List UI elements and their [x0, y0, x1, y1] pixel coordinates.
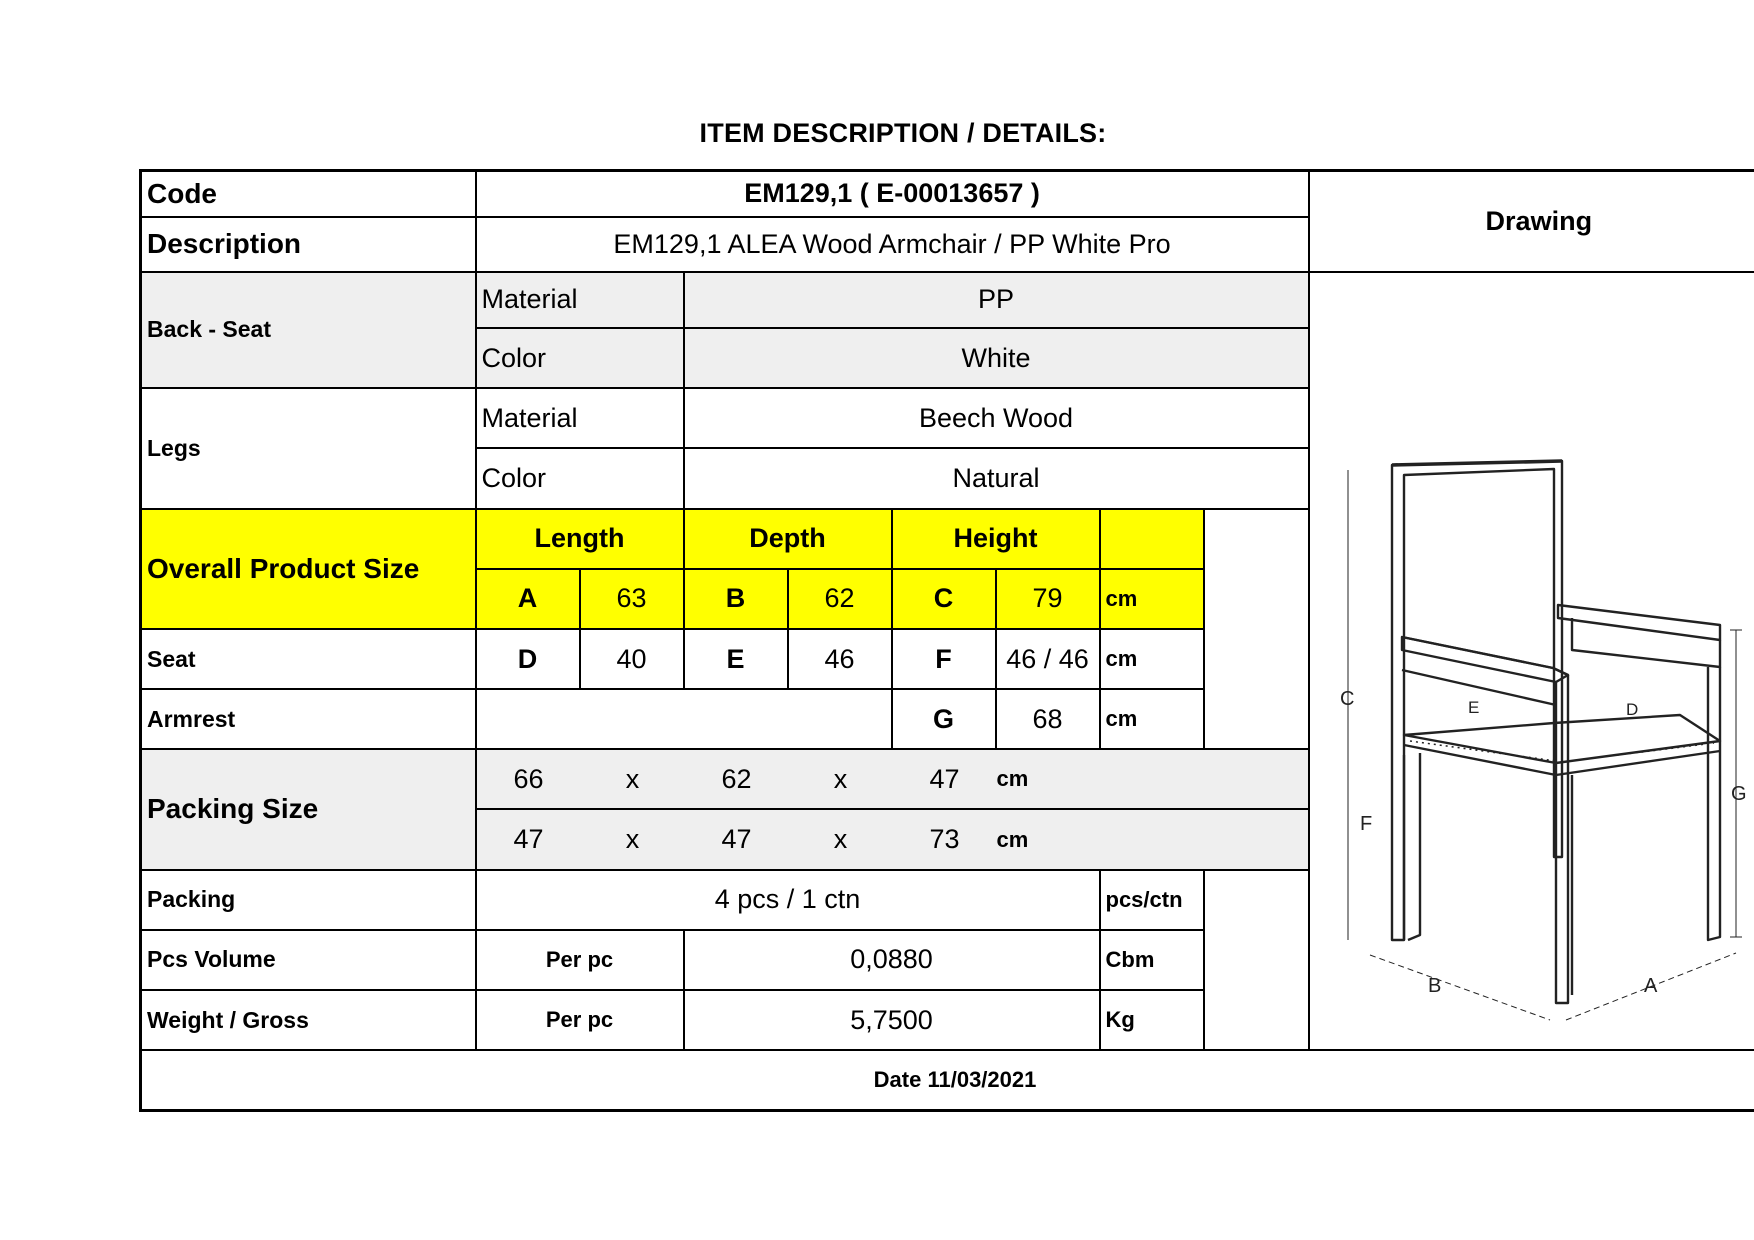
seat-unit: cm [1100, 629, 1204, 689]
page-title: ITEM DESCRIPTION / DETAILS: [699, 118, 1107, 148]
drawing-letter-b: B [1427, 974, 1441, 997]
overall-unit: cm [1100, 569, 1204, 629]
pack2-x2: x [833, 824, 848, 855]
pcs-volume-value: 0,0880 [684, 930, 1100, 990]
description-label: Description [141, 217, 476, 272]
pcs-volume-per: Per pc [476, 930, 684, 990]
dim-a-value: 63 [580, 569, 684, 629]
weight-per: Per pc [476, 990, 684, 1050]
code-row [141, 171, 1754, 217]
depth-header: Depth [684, 509, 892, 569]
pack2-width: 47 [721, 824, 752, 855]
dim-g-label: G [892, 689, 996, 749]
armrest-unit: cm [1100, 689, 1204, 749]
back-seat-color-value: White [684, 328, 1309, 388]
drawing-letter-e: E [1467, 697, 1479, 717]
overall-size-label: Overall Product Size [141, 509, 476, 629]
pcs-volume-unit: Cbm [1100, 930, 1204, 990]
height-header: Height [892, 509, 1100, 569]
legs-material-value: Beech Wood [684, 388, 1309, 448]
date-value: Date 11/03/2021 [141, 1050, 1754, 1110]
dim-f-value: 46 / 46 [996, 629, 1100, 689]
legs-color-value: Natural [684, 448, 1309, 508]
back-right-leg [1708, 667, 1720, 940]
spec-table [139, 169, 1754, 1112]
drawing-letter-a: A [1643, 974, 1657, 997]
dim-c-value: 79 [996, 569, 1100, 629]
dim-c-label: C [892, 569, 996, 629]
pack1-height: 47 [929, 763, 960, 794]
dim-a-label: A [476, 569, 580, 629]
pack2-length: 47 [513, 824, 544, 855]
dim-d-value: 40 [580, 629, 684, 689]
length-header: Length [476, 509, 684, 569]
seat-label: Seat [141, 629, 476, 689]
packing-label: Packing [141, 870, 476, 930]
weight-label: Weight / Gross [141, 990, 476, 1050]
code-value: EM129,1 ( E-00013657 ) [476, 171, 1309, 217]
pack1-width: 62 [721, 763, 752, 794]
pack2-unit: cm [996, 826, 1029, 852]
back-seat-color-label: Color [476, 328, 684, 388]
pcs-volume-label: Pcs Volume [141, 930, 476, 990]
drawing-cell [1309, 272, 1754, 1050]
drawing-letter-d: D [1625, 699, 1638, 719]
dimension-b-line [1370, 955, 1550, 1020]
drawing-letter-g: G [1730, 782, 1747, 805]
drawing-label: Drawing [1309, 171, 1754, 272]
packing-size-dims-2 [476, 809, 1309, 869]
drawing-letter-f: F [1359, 812, 1372, 835]
dim-d-label: D [476, 629, 580, 689]
dim-f-label: F [892, 629, 996, 689]
pack2-x1: x [625, 824, 640, 855]
pack1-unit: cm [996, 766, 1029, 792]
pack1-length: 66 [513, 763, 544, 794]
back-seat-label: Back - Seat [141, 272, 476, 388]
dim-e-value: 46 [788, 629, 892, 689]
packing-unit: pcs/ctn [1100, 870, 1204, 930]
right-armrest [1558, 605, 1720, 640]
armrest-blank [476, 689, 892, 749]
legs-material-label: Material [476, 388, 684, 448]
dim-b-label: B [684, 569, 788, 629]
pack2-height: 73 [929, 824, 960, 855]
dim-g-value: 68 [996, 689, 1100, 749]
pack1-x2: x [833, 763, 848, 794]
dim-b-value: 62 [788, 569, 892, 629]
dim-e-label: E [684, 629, 788, 689]
packing-value: 4 pcs / 1 ctn [476, 870, 1100, 930]
legs-label: Legs [141, 388, 476, 508]
description-value: EM129,1 ALEA Wood Armchair / PP White Pro [476, 217, 1309, 272]
drawing-letter-c: C [1339, 687, 1355, 710]
armrest-label: Armrest [141, 689, 476, 749]
legs-color-label: Color [476, 448, 684, 508]
packing-size-label: Packing Size [141, 749, 476, 869]
back-seat-material-label: Material [476, 272, 684, 328]
overall-header-blank [1100, 509, 1204, 569]
back-seat-material-row [141, 272, 1754, 328]
packing-size-dims-1 [476, 749, 1309, 809]
weight-unit: Kg [1100, 990, 1204, 1050]
code-label: Code [141, 171, 476, 217]
chair-drawing [1310, 275, 1754, 1048]
weight-value: 5,7500 [684, 990, 1100, 1050]
pack1-x1: x [625, 763, 640, 794]
date-row [141, 1050, 1754, 1110]
back-seat-material-value: PP [684, 272, 1309, 328]
